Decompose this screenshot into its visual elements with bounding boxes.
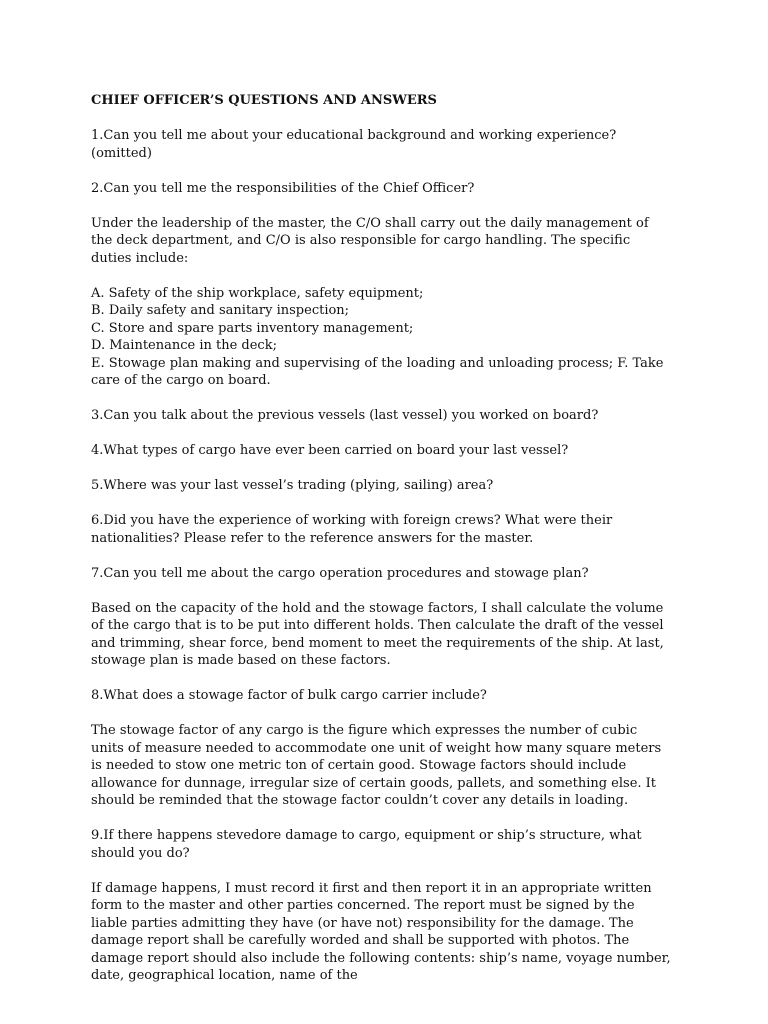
question-6: 6.Did you have the experience of working with foreign crews? What were their nationalities? Please refer to the reference answers for the master. [91,513,613,546]
answer-2-duties-list [91,285,671,390]
duty-item: B. Daily safety and sanitary inspection; [91,303,350,318]
question-5: 5.Where was your last vessel’s trading (plying, sailing) area? [91,478,494,493]
duty-item: E. Stowage plan making and supervising of the loading and unloading process; F. Take care of the cargo on board. [91,355,664,388]
answer-2-intro: Under the leadership of the master, the C/O shall carry out the daily management of the deck department, and C/O is also responsible for cargo handling. The specific duties include: [91,215,649,266]
question-9: 9.If there happens stevedore damage to cargo, equipment or ship’s structure, what should you do? [91,828,642,861]
duty-item: C. Store and spare parts inventory management; [91,320,414,336]
question-1: 1.Can you tell me about your educational background and working experience? (omitted) [91,128,617,161]
document-page [91,92,671,1002]
question-8: 8.What does a stowage factor of bulk cargo carrier include? [91,688,487,703]
question-3: 3.Can you talk about the previous vessels (last vessel) you worked on board? [91,408,599,423]
duty-item: D. Maintenance in the deck; [91,338,277,353]
question-4: 4.What types of cargo have ever been carried on board your last vessel? [91,443,569,458]
answer-8: The stowage factor of any cargo is the figure which expresses the number of cubic units of measure needed to accommodate one unit of weight how many square meters is needed to stow one metric ton of certain good. Stowage factors should include allowance for dunnage, irregular size of certain goods, pallets, and something else. It should be reminded that the stowage factor couldn’t cover any details in loading. [91,723,662,808]
question-2: 2.Can you tell me the responsibilities of the Chief Officer? [91,180,475,196]
duty-item: A. Safety of the ship workplace, safety equipment; [91,285,424,301]
answer-9: If damage happens, I must record it first and then report it in an appropriate written form to the master and other parties concerned. The report must be signed by the liable parties admitting they have (or have not) responsibility for the damage. The damage report shall be carefully worded and shall be supported with photos. The damage report should also include the following contents: ship’s name, voyage number, date, geographical location, name of the [91,880,671,983]
document-title: CHIEF OFFICER’S QUESTIONS AND ANSWERS [91,93,437,108]
answer-7: Based on the capacity of the hold and the stowage factors, I shall calculate the volume of the cargo that is to be put into different holds. Then calculate the draft of the vessel and trimming, shear force, bend moment to meet the requirements of the ship. At last, stowage plan is made based on these factors. [91,600,664,668]
question-7: 7.Can you tell me about the cargo operation procedures and stowage plan? [91,565,589,581]
